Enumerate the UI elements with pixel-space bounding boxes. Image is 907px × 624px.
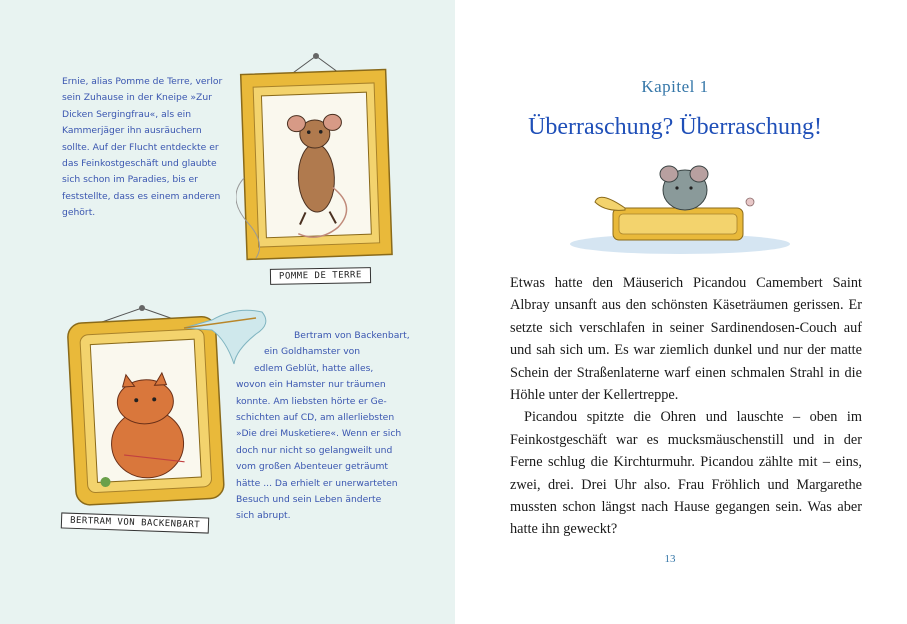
pomme-name-plate: POMME DE TERRE xyxy=(270,267,371,285)
bertram-caption-line: wovon ein Hamster nur träumen xyxy=(236,379,386,391)
bertram-caption-line: edlem Geblüt, hatte alles, xyxy=(254,362,374,374)
bertram-caption-line: sich abrupt. xyxy=(236,510,291,522)
bertram-caption-line: konnte. Am liebsten hörte er Ge- xyxy=(236,395,387,407)
bertram-name-plate: BERTRAM VON BACKENBART xyxy=(61,512,210,533)
body-paragraph: Etwas hatte den Mäuserich Picandou Camembert Saint Albray unsanft aus den schönsten Käseträumen gerissen. Er setzte sich verschlafen in seiner Sardinendosen-Couch auf und sah sich um. Es war ziemlich dunkel und nur der matte Schein der Straßenlaterne warf einen schmalen Strahl in die Höhle unter der Kellertreppe. xyxy=(510,275,862,404)
bertram-caption-line: hätte ... Da erhielt er unerwarteten xyxy=(236,477,398,489)
body-paragraph: Picandou spitzte die Ohren und lauschte – oben im Feinkostgeschäft war es mucksmäuschenstill und in der Ferne schlug die Kirchturmuhr. Picandou zählte mit – eins, zwei, drei. Drei Uhr also. Frau Fröhlich und Margarethe mussten schon längst nach Hause gegangen sein. Was aber hatte ihn geweckt? xyxy=(510,409,862,538)
bertram-caption-line: Bertram von Backenbart, xyxy=(294,330,410,341)
framed-rat-portrait xyxy=(236,48,396,263)
mouse-in-sardine-can xyxy=(565,160,795,265)
bertram-caption-line: Besuch und sein Leben änderte xyxy=(236,494,382,506)
bertram-caption-line: ein Goldhamster von xyxy=(264,346,361,358)
ernie-caption: Ernie, alias Pomme de Terre, verlor sein Zuhause in der Kneipe »Zur Dicken Sergingfrau«, als ein Kammerjäger ihn ausräuchern sollte. Auf der Flucht entdeckte er das Feinkostgeschäft und glaubte sich schon im Paradies, bis er feststellte, dass es einem anderen gehört. xyxy=(62,76,223,219)
bertram-caption-line: vom großen Abenteuer geträumt xyxy=(236,461,389,473)
page-number: 13 xyxy=(664,553,676,565)
bertram-caption xyxy=(236,328,410,525)
bertram-caption-line: »Die drei Musketiere«. Wenn er sich xyxy=(236,428,402,440)
chapter-title: Überraschung? Überraschung! xyxy=(528,114,822,140)
right-page xyxy=(455,0,907,624)
chapter-body xyxy=(510,272,862,541)
chapter-label: Kapitel 1 xyxy=(641,77,709,96)
bertram-caption-line: doch nur nicht so gelangweilt und xyxy=(236,444,393,456)
bertram-caption-line: schichten auf CD, am allerliebsten xyxy=(236,412,395,424)
